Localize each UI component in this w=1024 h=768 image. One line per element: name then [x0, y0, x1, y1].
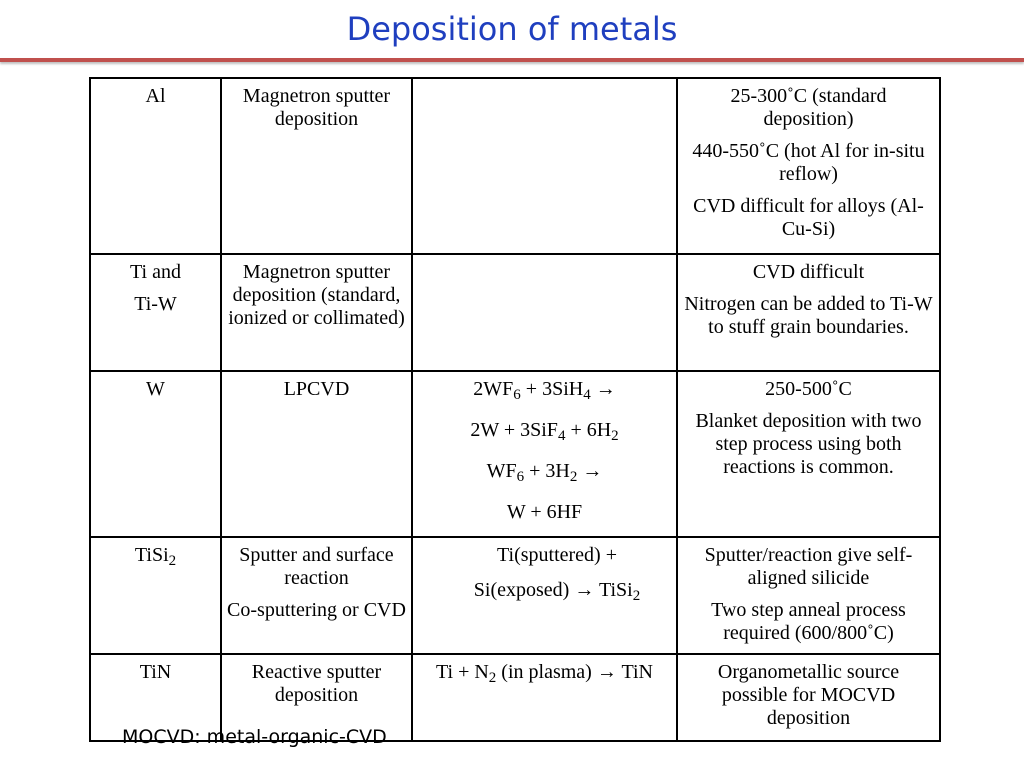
notes-cell — [677, 371, 940, 537]
chemistry-equation: $2WF_6 + 3SiH_4$ → — [473, 378, 616, 403]
chemistry-cell — [412, 78, 677, 254]
metal-line: Ti and — [130, 261, 181, 283]
chemistry-cell — [412, 537, 677, 654]
table-row — [90, 537, 940, 654]
notes-cell — [677, 78, 940, 254]
chemistry-cell — [412, 371, 677, 537]
note: Sputter/reaction give self-aligned silicide — [704, 544, 913, 589]
note: Organometallic source possible for MOCVD deposition — [717, 661, 900, 729]
metal-cell: W — [90, 371, 221, 537]
chemistry-equation: $WF_6 + 3H_2$ → — [486, 460, 603, 485]
metal-cell: Al — [90, 78, 221, 254]
title-divider — [0, 58, 1024, 62]
chemistry-equation: Si(exposed) → TiSi$_2$ — [473, 579, 641, 604]
method-cell: Reactive sputter deposition — [221, 654, 412, 741]
note: Two step anneal process required (600/800˚C) — [711, 599, 906, 644]
metal-cell: TiSi$_2$ — [90, 537, 221, 654]
note: CVD difficult — [752, 261, 865, 283]
note: 25-300˚C (standard deposition) — [730, 85, 887, 130]
table-row — [90, 371, 940, 537]
chemistry-equation: $Ti + N_2$ (in plasma) → TiN — [436, 661, 653, 686]
notes-cell — [677, 537, 940, 654]
chemistry-equation: W + 6HF — [506, 501, 583, 523]
method-line: Sputter and surface reaction — [239, 544, 394, 589]
note: Blanket deposition with two step process using both reactions is common. — [695, 410, 922, 478]
method-cell — [221, 537, 412, 654]
method-cell: Magnetron sputter deposition — [221, 78, 412, 254]
method-cell: Magnetron sputter deposition (standard, ionized or collimated) — [221, 254, 412, 371]
slide-title: Deposition of metals — [346, 10, 678, 48]
method-line: Co-sputtering or CVD — [227, 599, 406, 621]
chemistry-cell — [412, 254, 677, 371]
notes-cell — [677, 654, 940, 741]
metal-cell — [90, 254, 221, 371]
note: CVD difficult for alloys (Al-Cu-Si) — [693, 195, 924, 240]
metal-cell: TiN — [90, 654, 221, 741]
chemistry-cell — [412, 654, 677, 741]
table-row — [90, 254, 940, 371]
chemistry-equation: Ti(sputtered) + — [497, 544, 617, 566]
chemistry-equation: $2W + 3SiF_4 + 6H_2$ — [470, 419, 619, 444]
notes-cell — [677, 254, 940, 371]
metal-deposition-table — [89, 77, 941, 742]
note: Nitrogen can be added to Ti-W to stuff grain boundaries. — [684, 293, 933, 338]
table-row — [90, 78, 940, 254]
metal-line: Ti-W — [134, 293, 177, 315]
method-cell: LPCVD — [221, 371, 412, 537]
note: 250-500˚C — [765, 378, 852, 400]
note: 440-550˚C (hot Al for in-situ reflow) — [692, 140, 925, 185]
footnote: MOCVD: metal-organic-CVD — [122, 726, 387, 748]
